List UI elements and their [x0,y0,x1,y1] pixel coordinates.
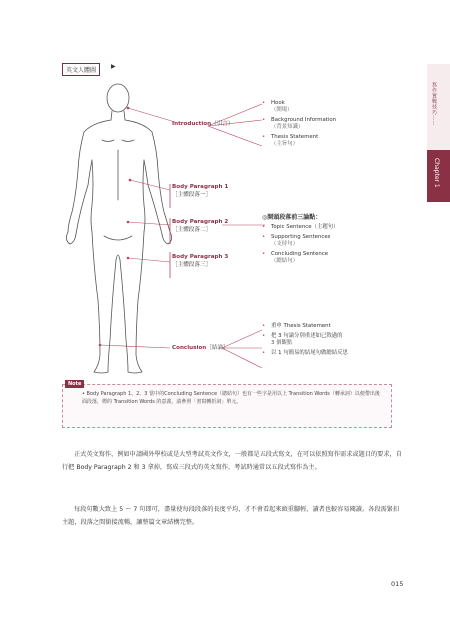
body1-en: Body Paragraph 1 [172,184,229,190]
body2-en: Body Paragraph 2 [172,219,229,225]
figure-label: 英文人體圖 [62,63,100,76]
figure-arrow-icon: ▶ [111,63,116,70]
section-body-3 [172,254,228,269]
body-paragraph-1: 正式英文寫作，例如申請國外學校或是大型考試英文作文，一般都是五段式寫文，在可以依照寫作需求或題目的要求，自行把 Body Paragraph 2 和 3 拿掉，寫成三段式的英文寫作，考試時通常以五段式寫作為主。 [62,451,402,471]
section-body-2 [172,219,228,234]
section-introduction [172,121,233,129]
list-item: • Topic Sentence（主題句） [262,224,339,230]
body3-zh: ［主體段落三］ [172,261,212,268]
side-tab-section-label: 寫作實戰技巧…… [431,82,437,126]
introduction-en: Introduction [172,121,212,127]
section-conclusion [172,345,229,353]
body-list [262,224,412,268]
body-outline [66,84,171,373]
list-item: • Hook （開場） [262,100,293,113]
list-item: • Thesis Statement （主旨句） [262,134,319,147]
body-list-title: ◎開頭段落前三論點： [262,214,322,221]
body2-zh: ［主體段落二］ [172,226,212,233]
body3-en: Body Paragraph 3 [172,254,229,260]
side-tab-chapter-label: Chapter 1 [433,158,440,188]
connector-dots [99,107,132,347]
conclusion-list [262,323,412,360]
page-number: 015 [391,580,404,588]
list-item: • Background Information （背景知識） [262,117,337,130]
list-item: • Supporting Sentences （支持句） [262,234,331,247]
list-item: • Concluding Sentence （總結句） [262,251,329,264]
connector-lines [100,104,265,368]
introduction-zh: （引言） [211,121,234,127]
note-tag: Note [65,380,84,388]
note-text: • Body Paragraph 1、2、3 當中的Concluding Sentence（總結句）也有一些字是用以上 Transition Words（轉承詞）以便帶出後面段落，標的 Transition Words 的意義，請參照「書寫轉折詞」單元。 [82,391,380,405]
list-item: • 以 1 句簡易的結尾句做總結反思 [262,350,348,356]
section-body-1 [172,184,228,199]
body1-zh: ［主體段落一］ [172,191,212,198]
list-item: • 重申 Thesis Statement [262,323,331,329]
intro-list [262,100,412,151]
list-item: • 把 3 句論分別重述如已敘過的 3 個觀點 [262,333,343,346]
conclusion-en: Conclusion [172,345,207,351]
conclusion-zh: ［結論］ [206,345,229,351]
body-paragraph-2: 每段句數大致上 5 ～ 7 句即可，盡量使每段段落的長度平均，才不會看起來頭重腳輕，讀者也較容易閱讀。各段需緊扣主題，段落之間銜接流暢，讓整篇文章結構完整。 [62,506,400,526]
